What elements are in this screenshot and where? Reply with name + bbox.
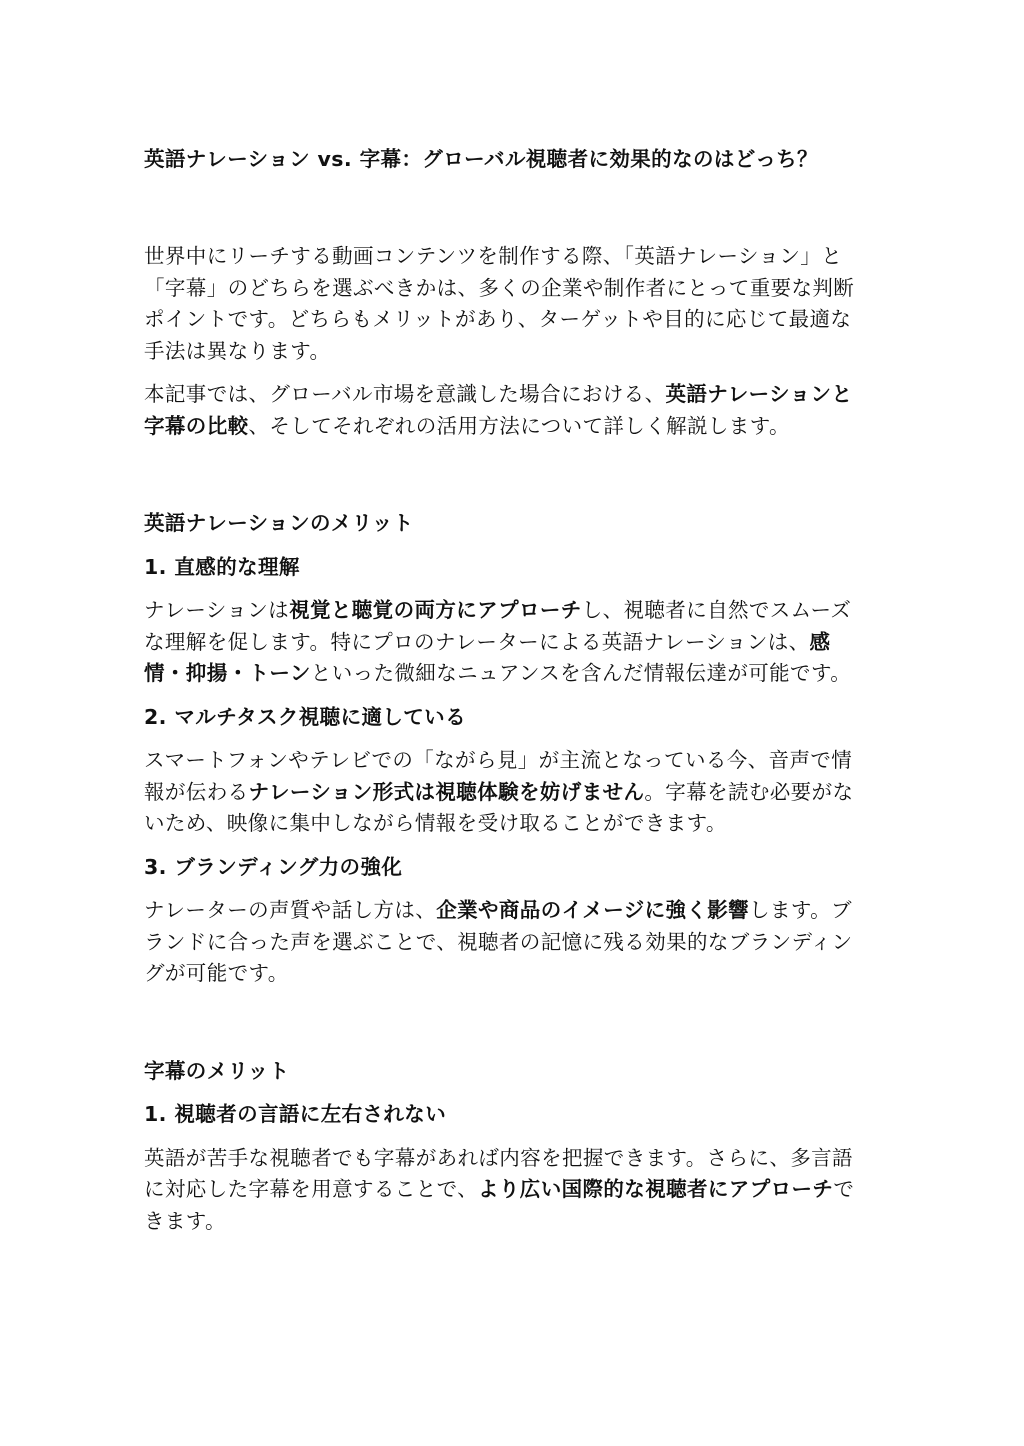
text-span: ナレーターの声質や話し方は、 — [144, 898, 437, 922]
intro-summary-paragraph — [144, 379, 870, 442]
intro-paragraph: 世界中にリーチする動画コンテンツを制作する際、「英語ナレーション」と「字幕」のどちらを選ぶべきかは、多くの企業や制作者にとって重要な判断ポイントです。どちらもメリットがあり、ターゲットや目的に応じて最適な手法は異なります。 — [144, 244, 855, 363]
page-title: 英語ナレーション vs. 字幕：グローバル視聴者に効果的なのはどっち？ — [144, 147, 818, 171]
subheading-intuitive-understanding: 1. 直感的な理解 — [144, 554, 300, 579]
text-span: し、視聴者に自然でスムーズな理解を促します。特にプロのナレーターによる英語ナレーションは、 — [144, 598, 852, 654]
text-span: ナレーションは — [144, 598, 290, 622]
text-span: できます。 — [144, 1177, 855, 1233]
text-span: 、そしてそれぞれの活用方法について詳しく解説します。 — [248, 413, 790, 438]
emphasis-text: 感情・抑揚・トーン — [144, 629, 831, 685]
text-span: 英語が苦手な視聴者でも字幕があれば内容を把握できます。さらに、多言語に対応した字幕を用意することで、 — [144, 1145, 853, 1201]
emphasis-text: 視覚と聴覚の両方にアプローチ — [289, 598, 582, 622]
subtitles-point-1-paragraph — [144, 1143, 870, 1238]
text-span: スマートフォンやテレビでの「ながら見」が主流となっている今、音声で情報が伝わる — [144, 748, 853, 804]
emphasis-text: ナレーション形式は視聴体験を妨げません — [248, 779, 645, 804]
text-span: 本記事では、グローバル市場を意識した場合における、 — [144, 382, 666, 406]
subheading-multitask-viewing: 2. マルチタスク視聴に適している — [144, 704, 466, 729]
narration-point-1-paragraph — [144, 595, 870, 690]
emphasis-text: 企業や商品のイメージに強く影響 — [436, 898, 750, 922]
emphasis-text: より広い国際的な視聴者にアプローチ — [478, 1177, 834, 1201]
text-span: といった微細なニュアンスを含んだ情報伝達が可能です。 — [310, 661, 852, 685]
narration-point-3-paragraph — [144, 895, 870, 990]
section-heading-narration: 英語ナレーションのメリット — [144, 511, 414, 535]
subheading-language-independent: 1. 視聴者の言語に左右されない — [144, 1102, 447, 1126]
emphasis-text: 英語ナレーションと字幕の比較 — [144, 382, 853, 438]
narration-point-2-paragraph — [144, 745, 870, 840]
section-heading-subtitles: 字幕のメリット — [144, 1058, 290, 1083]
document-page — [144, 144, 870, 1249]
subheading-branding: 3. ブランディング力の強化 — [144, 854, 403, 879]
text-span: します。ブランドに合った声を選ぶことで、視聴者の記憶に残る効果的なブランディングが可能です。 — [144, 898, 853, 985]
text-span: 。字幕を読む必要がないため、映像に集中しながら情報を受け取ることができます。 — [144, 779, 854, 835]
